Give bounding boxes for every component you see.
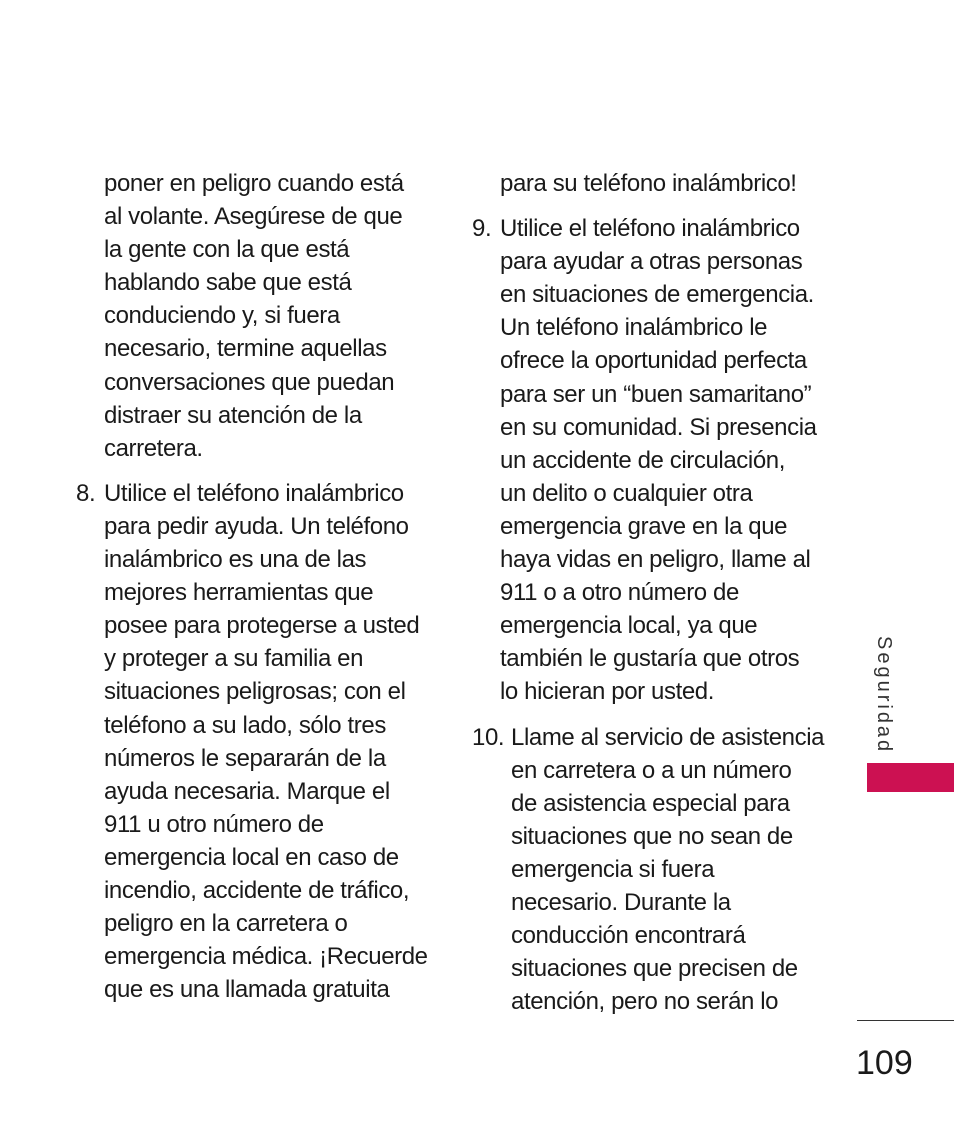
text-line: emergencia si fuera bbox=[511, 855, 715, 883]
text-line: hablando sabe que está bbox=[104, 269, 352, 297]
list-item-text bbox=[104, 477, 436, 1007]
text-line: para su teléfono inalámbrico! bbox=[500, 170, 797, 197]
text-line: y proteger a su familia en bbox=[104, 645, 364, 673]
text-line: de asistencia especial para bbox=[511, 789, 790, 817]
page-number: 109 bbox=[856, 1044, 913, 1082]
text-line: necesario. Durante la bbox=[511, 888, 731, 916]
list-number: 9. bbox=[472, 215, 492, 243]
left-column bbox=[76, 167, 436, 1018]
text-line: poner en peligro cuando está bbox=[104, 170, 404, 197]
text-line: para ser un “buen samaritano” bbox=[500, 380, 812, 408]
text-line: distraer su atención de la bbox=[104, 401, 362, 429]
right-column bbox=[472, 167, 834, 1030]
continuation-paragraph bbox=[76, 167, 436, 465]
text-line: Un teléfono inalámbrico le bbox=[500, 314, 768, 342]
text-line: la gente con la que está bbox=[104, 236, 350, 264]
text-line: en su comunidad. Si presencia bbox=[500, 413, 817, 441]
text-line: mejores herramientas que bbox=[104, 579, 374, 607]
text-line: posee para protegerse a usted bbox=[104, 612, 420, 640]
list-number: 8. bbox=[76, 479, 96, 507]
text-line: también le gustaría que otros bbox=[500, 645, 800, 673]
text-line: conducción encontrará bbox=[511, 922, 746, 950]
text-line: emergencia local, ya que bbox=[500, 612, 758, 640]
text-line: Llame al servicio de asistencia bbox=[511, 723, 825, 751]
text-line: necesario, termine aquellas bbox=[104, 335, 387, 363]
text-line: Utilice el teléfono inalámbrico bbox=[500, 215, 800, 243]
list-item-9 bbox=[472, 212, 834, 708]
text-line: inalámbrico es una de las bbox=[104, 546, 367, 574]
text-line: carretera. bbox=[104, 434, 203, 462]
text-line: atención, pero no serán lo bbox=[511, 988, 779, 1016]
text-line: situaciones que no sean de bbox=[511, 822, 793, 850]
text-line: situaciones peligrosas; con el bbox=[104, 678, 406, 706]
text-line: situaciones que precisen de bbox=[511, 955, 798, 983]
text-line: 911 o a otro número de bbox=[500, 579, 739, 607]
list-item-text bbox=[511, 721, 834, 1019]
list-item-10 bbox=[472, 721, 834, 1019]
text-line: que es una llamada gratuita bbox=[104, 976, 390, 1004]
text-line: 911 u otro número de bbox=[104, 810, 324, 838]
text-line: haya vidas en peligro, llame al bbox=[500, 546, 811, 574]
list-item-text bbox=[500, 212, 834, 708]
text-line: incendio, accidente de tráfico, bbox=[104, 876, 410, 904]
text-line: en situaciones de emergencia. bbox=[500, 281, 814, 309]
text-line: ayuda necesaria. Marque el bbox=[104, 777, 390, 805]
text-line: ofrece la oportunidad perfecta bbox=[500, 347, 807, 375]
text-line: al volante. Asegúrese de que bbox=[104, 203, 403, 231]
list-number: 10. bbox=[472, 723, 505, 751]
text-line: para ayudar a otras personas bbox=[500, 248, 803, 276]
text-line: números le separarán de la bbox=[104, 744, 386, 772]
text-line: en carretera o a un número bbox=[511, 756, 792, 784]
continuation-paragraph bbox=[472, 167, 834, 200]
text-line: Utilice el teléfono inalámbrico bbox=[104, 479, 404, 507]
section-label: Seguridad bbox=[873, 636, 895, 755]
list-item-8 bbox=[76, 477, 436, 1007]
text-line: peligro en la carretera o bbox=[104, 910, 348, 938]
text-line: un accidente de circulación, bbox=[500, 446, 785, 474]
text-line: conversaciones que puedan bbox=[104, 368, 395, 396]
text-line: conduciendo y, si fuera bbox=[104, 302, 340, 330]
text-line: un delito o cualquier otra bbox=[500, 479, 753, 507]
section-tab bbox=[867, 763, 954, 792]
text-line: teléfono a su lado, sólo tres bbox=[104, 711, 386, 739]
text-line: emergencia médica. ¡Recuerde bbox=[104, 943, 428, 971]
text-line: emergencia grave en la que bbox=[500, 512, 788, 540]
footer-rule bbox=[857, 1020, 954, 1021]
text-line: para pedir ayuda. Un teléfono bbox=[104, 512, 409, 540]
text-line: lo hicieran por usted. bbox=[500, 678, 714, 706]
text-line: emergencia local en caso de bbox=[104, 843, 399, 871]
